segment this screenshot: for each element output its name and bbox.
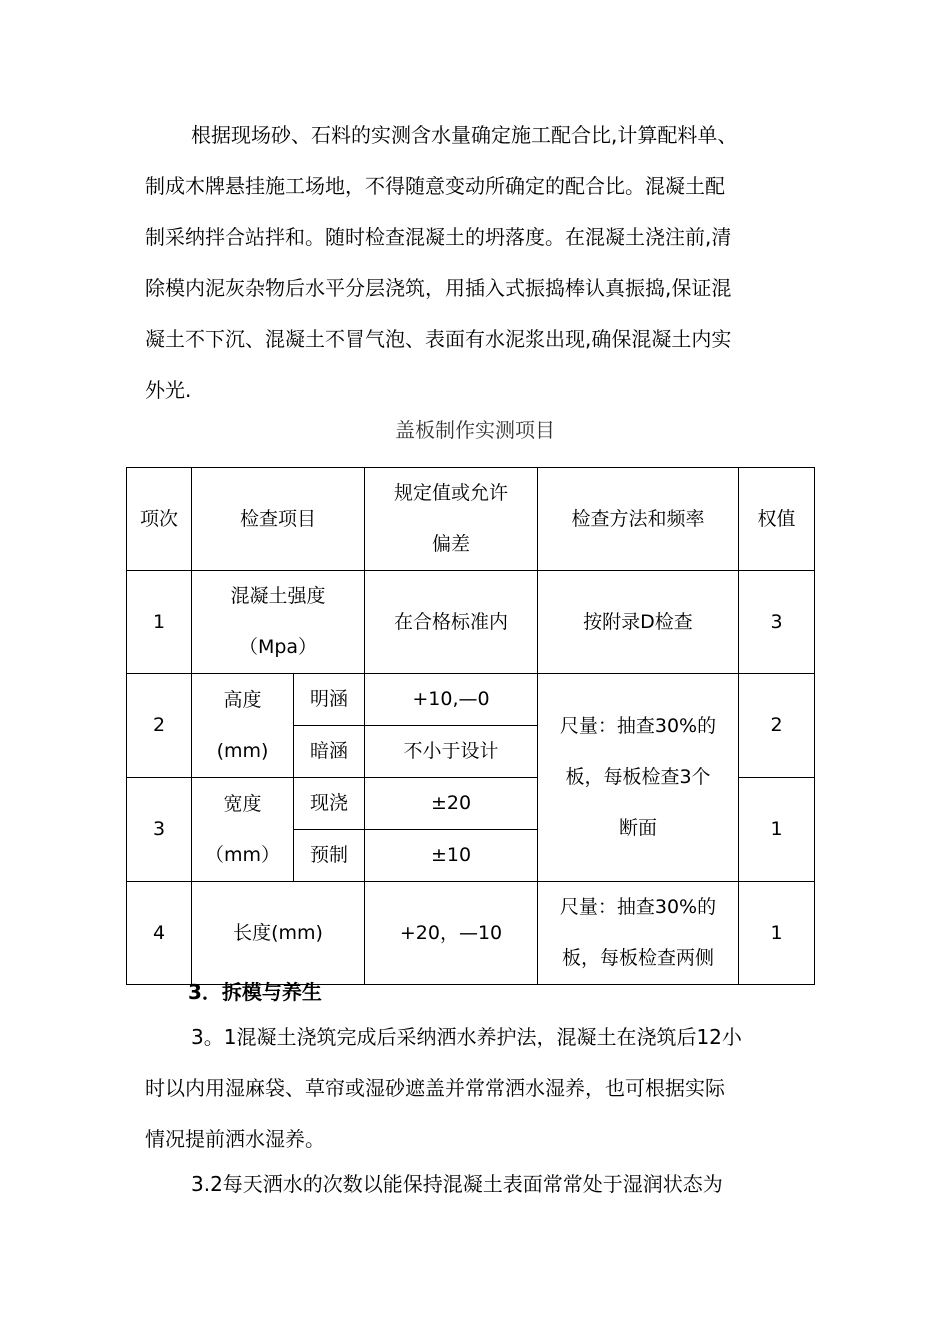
text-line: 根据现场砂、石料的实测含水量确定施工配合比,计算配料单、	[191, 123, 738, 147]
check-method: 尺量：抽查30%的 板，每板检查3个 断面	[538, 674, 739, 882]
inspection-table	[126, 467, 815, 985]
header-cell: 规定值或允许 偏差	[365, 468, 538, 571]
header-cell: 检查方法和频率	[538, 468, 739, 571]
check-method: 按附录D检查	[538, 571, 739, 674]
spec-value: 在合格标准内	[365, 571, 538, 674]
row-number: 4	[127, 882, 192, 985]
table-row	[127, 674, 815, 726]
row-number: 1	[127, 571, 192, 674]
text-line: 制成木牌悬挂施工场地，不得随意变动所确定的配合比。混凝土配	[145, 174, 725, 198]
check-item: 长度(mm)	[192, 882, 365, 985]
section-heading: 3．拆模与养生	[188, 980, 322, 1004]
spec-value: ±10	[365, 830, 538, 882]
text-line: 凝土不下沉、混凝土不冒气泡、表面有水泥浆出现,确保混凝土内实	[145, 327, 732, 351]
spec-value: +20，—10	[365, 882, 538, 985]
paragraph-3-1	[145, 1012, 815, 1165]
text-line: 制采纳拌合站拌和。随时检查混凝土的坍落度。在混凝土浇注前,清	[145, 225, 732, 249]
check-item: 宽度 （mm）	[192, 778, 294, 882]
table-header-row	[127, 468, 815, 571]
check-method: 尺量：抽查30%的 板，每板检查两侧	[538, 882, 739, 985]
header-cell: 检查项目	[192, 468, 365, 571]
paragraph-3-2	[145, 1159, 815, 1210]
sub-item: 暗涵	[294, 726, 365, 778]
intro-paragraph	[145, 110, 815, 416]
sub-item: 明涵	[294, 674, 365, 726]
weight-value: 2	[739, 674, 815, 778]
sub-item: 预制	[294, 830, 365, 882]
table-caption: 盖板制作实测项目	[395, 418, 555, 442]
sub-item: 现浇	[294, 778, 365, 830]
row-number: 3	[127, 778, 192, 882]
weight-value: 1	[739, 882, 815, 985]
weight-value: 3	[739, 571, 815, 674]
spec-value: ±20	[365, 778, 538, 830]
check-item: 高度 (mm)	[192, 674, 294, 778]
check-item: 混凝土强度 （Mpa）	[192, 571, 365, 674]
text-line: 3。1混凝土浇筑完成后采纳洒水养护法，混凝土在浇筑后12小	[191, 1025, 742, 1049]
header-cell: 项次	[127, 468, 192, 571]
spec-value: 不小于设计	[365, 726, 538, 778]
text-line: 外光.	[145, 378, 192, 402]
text-line: 3.2每天洒水的次数以能保持混凝土表面常常处于湿润状态为	[191, 1172, 723, 1196]
table-row	[127, 571, 815, 674]
header-cell: 权值	[739, 468, 815, 571]
spec-value: +10,—0	[365, 674, 538, 726]
text-line: 除模内泥灰杂物后水平分层浇筑，用插入式振捣棒认真振捣,保证混	[145, 276, 732, 300]
text-line: 情况提前洒水湿养。	[145, 1127, 325, 1151]
weight-value: 1	[739, 778, 815, 882]
text-line: 时以内用湿麻袋、草帘或湿砂遮盖并常常洒水湿养，也可根据实际	[145, 1076, 725, 1100]
row-number: 2	[127, 674, 192, 778]
